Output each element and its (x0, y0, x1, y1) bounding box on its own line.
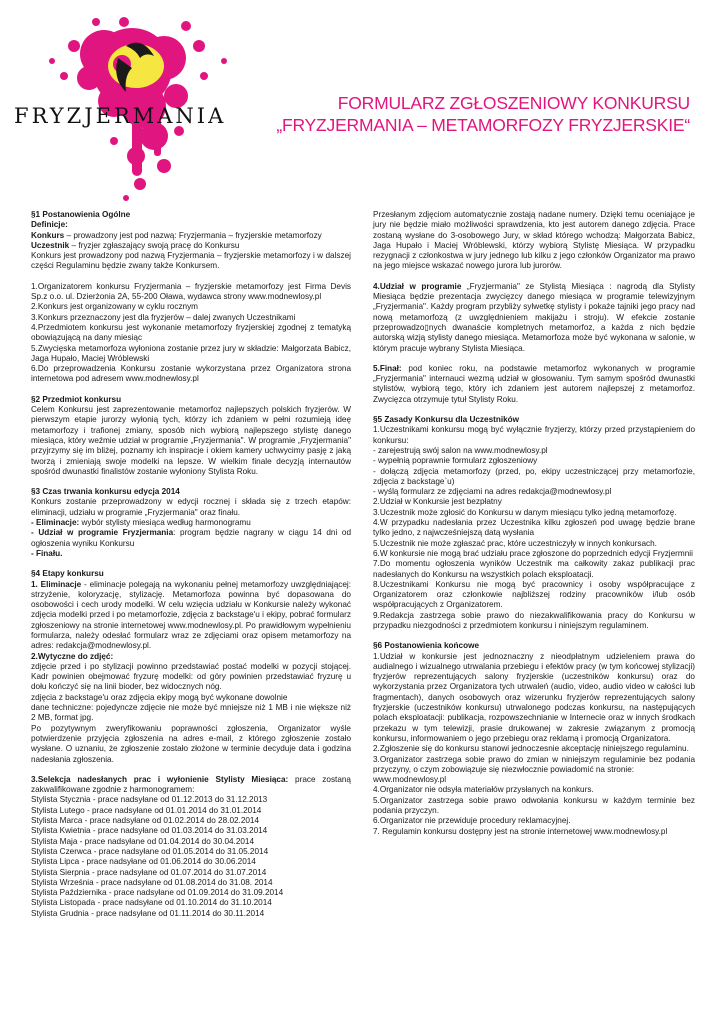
section-1-item: 4.Przedmiotem konkursu jest wykonanie metamorfozy fryzjerskiej zgodnej z tematyką obowiązującą na dany miesiąc (31, 322, 351, 343)
schedule-list (31, 795, 351, 919)
section-5-item: - wyślą formularz ze zdjęciami na adres redakcja@modnewlosy.pl (373, 487, 612, 497)
section-2-text: Celem Konkursu jest zaprezentowanie metamorfoz najlepszych polskich fryzjerów. W pierwszym etapie jurorzy wyłonią tych, którzy ich zdaniem w pełni rozumieją ideę metamorfozy i trafionej zmiany, sposób nich wybiorą najlepszego stylistę danego miesiąca, który weźmie udział w programie „Fryzjermania". W programie „Fryzjermania" przyjrzymy się im bliżej, poznamy ich inspiracje i okiem kamery uchwycimy pasję z jaką tworzą i zmieniają swoje modelki na lepsze. W wielkim finale decyzją internautów spośród dwunastki finalistów zostanie wyłoniony Stylista Roku. (31, 405, 351, 476)
section-1-text: Konkurs jest prowadzony pod nazwą Fryzjermania – fryzjerskie metamorfozy i w dalszej części Regulaminu będzie zwany także Konkursem. (31, 251, 351, 271)
section-6-item: 1.Udział w konkursie jest jednoznaczny z nieodpłatnym udzieleniem prawa do audialnego i wizualnego utrwalania przebiegu i efektów pracy (w tym końcowej stylizacji) fryzjerów reprezentujących salony fryzjerskie (uczestników konkursu) oraz do wykorzystania przez Organizatora tych utrwaleń (audio, video, audio video w całości lub fragmentach), danych osobowych oraz wizerunku fryzjerów reprezentujących salony fryzjerskie (uczestników konkursu) utrwalonego podczas konkursu, na następujących polach eksploatacji: publikacja, rozpowszechnianie w Internecie oraz w innych środkach przekazu w tym telewizji, prasie drukowanej w zakresie związanym z promocją konkursu, informowaniem o jego przebiegu oraz reklamą i promocją Organizatora. (373, 651, 695, 743)
schedule-item: Stylista Lipca - prace nadsyłane od 01.06.2014 do 30.06.2014 (31, 857, 256, 867)
schedule-item: Stylista Grudnia - prace nadsyłane od 01.11.2014 do 30.11.2014 (31, 908, 265, 918)
section-5-item: 8.Uczestnikami Konkursu nie mogą być pracownicy i osoby współpracujące z Organizatorem oraz członkowie najbliższej rodziny pracowników i/lub osób współpracujących z Organizatorem. (373, 579, 695, 610)
section-4-subheading: 2.Wytyczne do zdjęć: (31, 651, 114, 661)
jury-text: Przesłanym zdjęciom automatycznie zostają nadane numery. Dzięki temu oceniające je jury nie będzie miało możliwości sprawdzenia, kto jest autorem danego zdjęcia. Prace zostaną wysłane do 3-osobowego Jury, w skład którego wchodzą: Małgorzata Babicz, Jaga Hupało i Maciej Wróblewski, którzy wybiorą Stylistę Miesiąca. W przypadku rezygnacji z członkostwa w jury jednego lub kilku z jego członków Organizator ma prawo na jego miejsce wskazać nowego jurora lub jurorów. (373, 210, 695, 271)
definition-uczestnik: Uczestnik – fryzjer zgłaszający swoją pracę do Konkursu (31, 240, 240, 250)
schedule-item: Stylista Stycznia - prace nadsyłane od 01.12.2013 do 31.12.2013 (31, 795, 268, 805)
section-6-item: 7. Regulamin konkursu dostępny jest na stronie internetowej www.modnewlosy.pl (373, 826, 668, 836)
section-6-item: 5.Organizator zastrzega sobie prawo odwołania konkursu w każdym terminie bez podania przyczyn. (373, 795, 695, 816)
section-5-item: - wypełnią poprawnie formularz zgłoszeniowy (373, 456, 538, 466)
section-5-heading: §5 Zasady Konkursu dla Uczestników (373, 415, 520, 425)
section-3-item: - Udział w programie Fryzjermania: program będzie nagrany w ciągu 14 dni od ogłoszenia wyniku Konkursu (31, 528, 351, 548)
section-6-item: www.modnewlosy.pl (373, 775, 447, 785)
section-1-item: 6.Do przeprowadzenia Konkursu zostanie wykorzystana przez Organizatora strona internetowa pod adresem www.modnewlosy.pl (31, 364, 351, 384)
section-1-item: 1.Organizatorem konkursu Fryzjermania – fryzjerskie metamorfozy jest Firma Devis Sp.z o.o. ul. Dzierżonia 2A, 55-200 Oława, wydawca strony www.modnewlosy.pl (31, 281, 351, 302)
section-5-item: 2.Udział w Konkursie jest bezpłatny (373, 497, 502, 507)
section-1-item: 5.Zwycięska metamorfoza wyłoniona zostanie przez jury w składzie: Małgorzata Babicz, Jaga Hupało, Maciej Wróblewski (31, 343, 351, 363)
section-4-text: dane techniczne: pojedyncze zdjęcie nie może być mniejsze niż 1 MB i nie większe niż 2 MB, format jpg. (31, 703, 351, 723)
section-4-text: zdjęcia z backstage'u oraz zdjęcia ekipy mogą być wykonane dowolnie (31, 692, 288, 702)
section-5-item: - dołączą zdjęcia metamorfozy (przed, po, ekipy uczestniczącej przy metamorfozie, zdjęcia z backstage`u) (373, 466, 695, 486)
section-5-item: 6.W konkursie nie mogą brać udziału prace zgłoszone do poprzednich edycji Fryzjermnii (373, 548, 693, 558)
section-6-item: 4.Organizator nie odsyła materiałów przysłanych na konkurs. (373, 785, 594, 795)
fryzjermania-logo (14, 6, 244, 206)
schedule-item: Stylista Października - prace nadsyłane od 01.09.2014 do 31.09.2014 (31, 888, 284, 898)
section-3-item: - Eliminacje: wybór stylisty miesiąca według harmonogramu (31, 518, 251, 528)
section-6-item: 3.Organizator zastrzega sobie prawo do zmian w niniejszym regulaminie bez podania przyczyny, o czym zobowiązuje się niezwłocznie powiadomić na stronie: (373, 754, 695, 774)
section-5-item: 5.Uczestnik nie może zgłaszać prac, które uczestniczyły w innych konkursach. (373, 538, 657, 548)
section-3-item: - Finału. (31, 548, 63, 558)
section-3-text: Konkurs zostanie przeprowadzony w edycji rocznej i składa się z trzech etapów: eliminacji, udziału w programie „Fryzjermania" oraz finału. (31, 497, 351, 517)
right-column (373, 210, 695, 837)
schedule-item: Stylista Kwietnia - prace nadsyłane od 01.03.2014 do 31.03.2014 (31, 826, 268, 836)
section-6-heading: §6 Postanowienia końcowe (373, 641, 480, 651)
schedule-item: Stylista Września - prace nadsyłane od 01.08.2014 do 31.08. 2014 (31, 877, 273, 887)
schedule-item: Stylista Listopada - prace nadsyłane od 01.10.2014 do 31.10.2014 (31, 898, 272, 908)
schedule-item: Stylista Lutego - prace nadsyłane od 01.01.2014 do 31.01.2014 (31, 805, 262, 815)
section-5-item: 7.Do momentu ogłoszenia wyników Uczestnik ma całkowity zakaz publikacji prac nadesłanych do Konkursu na wszystkich polach eksploatacji. (373, 559, 695, 579)
definitions-label: Definicje: (31, 220, 68, 230)
definition-konkurs: Konkurs – prowadzony jest pod nazwą: Fryzjermania – fryzjerskie metamorfozy (31, 230, 322, 240)
schedule-item: Stylista Marca - prace nadsyłane od 01.02.2014 do 28.02.2014 (31, 816, 260, 826)
section-4-item: 5.Finał: pod koniec roku, na podstawie metamorfoz wykonanych w programie „Fryzjermania" internauci wezmą udział w głosowaniu. Tym samym spośród dwunastki stylistów, wybiorą tego, który ich zdaniem jest autorem najlepszej z metamorfoz. Zwycięzca otrzymuje tytuł Stylisty Roku. (373, 363, 695, 404)
section-4-text: Po pozytywnym zweryfikowaniu poprawności zgłoszenia, Organizator wyśle potwierdzenie przyjęcia zgłoszenia na adres e-mail, z którego zgłoszenie zostało wysłane. O uznaniu, że zgłoszenie zostało złożone w terminie decyduje data i godzina nadesłania zgłoszenia. (31, 723, 351, 764)
section-4-text: zdjęcie przed i po stylizacji powinno przedstawiać postać modelki w pozycji stojącej. Kadr powinien obejmować fryzurę modelki: od góry powinien przedstawiać fryzurę u dołu kończyć się na linii bioder, bez widocznych nóg. (31, 661, 351, 692)
section-5-item: 3.Uczestnik może zgłosić do Konkursu w danym miesiącu tylko jedną metamorfozę. (373, 507, 677, 517)
left-column (31, 210, 351, 919)
section-5-item: 4.W przypadku nadesłania przez Uczestnika kilku zgłoszeń pod uwagę będzie brane tylko jedno, z najwcześniejszą datą wysłania (373, 518, 695, 538)
section-1-heading: §1 Postanowienia Ogólne (31, 210, 131, 219)
schedule-item: Stylista Maja - prace nadsyłane od 01.04.2014 do 30.04.2014 (31, 836, 255, 846)
section-4-heading: §4 Etapy konkursu (31, 569, 104, 579)
section-4-item: 1. Eliminacje - eliminacje polegają na wykonaniu pełnej metamorfozy uwzględniającej: strzyżenie, koloryzację, stylizację. Metamorfoza powinna być dopasowana do osobowości i cech urody modelki. W celu wzięcia udziału w Konkursie należy wykonać zdjęcia modelki przed i po metamorfozie, zdjęcia z backstage'u i ekipy, pobrać formularz zgłoszeniowy na stronie internetowej www.modnewlosy.pl. Po prawidłowym wypełnieniu formularza, należy odesłać formularz wraz ze zdjęciami oraz opisem metamorfozy na adres: redakcja@modnewlosy.pl. (31, 579, 351, 651)
page-title (260, 92, 690, 136)
logo-text: FRYZJERMANIA (14, 104, 227, 128)
section-5-item: 9.Redakcja zastrzega sobie prawo do niezakwalifikowania pracy do Konkursu w przypadku niezgodności z przedmiotem konkursu i niniejszym regulaminem. (373, 610, 695, 630)
section-5-item: 1.Uczestnikami konkursu mogą być wyłącznie fryzjerzy, którzy przed przystąpieniem do konkursu: (373, 425, 695, 445)
section-4-item: 3.Selekcja nadesłanych prac i wyłonienie Stylisty Miesiąca: prace zostaną zakwalifikowane zgodnie z harmonogramem: (31, 774, 351, 795)
section-3-heading: §3 Czas trwania konkursu edycja 2014 (31, 487, 180, 497)
section-6-item: 2.Zgłoszenie się do konkursu stanowi jednoczesnie akceptację niniejszego regulaminu. (373, 744, 689, 754)
title-line-2: „FRYZJERMANIA – METAMORFOZY FRYZJERSKIE“ (276, 115, 690, 135)
section-5-item: - zarejestrują swój salon na www.modnewlosy.pl (373, 445, 548, 455)
title-line-1: FORMULARZ ZGŁOSZENIOWY KONKURSU (337, 93, 690, 113)
schedule-item: Stylista Czerwca - prace nadsyłane od 01.05.2014 do 31.05.2014 (31, 846, 269, 856)
section-1-item: 2.Konkurs jest organizowany w cyklu rocznym (31, 302, 199, 312)
section-2-heading: §2 Przedmiot konkursu (31, 394, 122, 404)
schedule-item: Stylista Sierpnia - prace nadsyłane od 01.07.2014 do 31.07.2014 (31, 867, 267, 877)
section-4-item: 4.Udział w programie „Fryzjermania" ze Stylistą Miesiąca : nagrodą dla Stylisty Miesiąca będzie prezentacja zwycięzcy danego miesiąca w programie telewizyjnym „Fryzjermania". Każdy program przybliży sylwetkę stylisty i pokaże tajniki jego pracy nad nową metamorfozą (z uwzględnieniem makijażu i stroju). W efekcie zostanie przeprowadzo▯nych dwanaście kompletnych metamorfoz, a każda z nich będzie autorską wizją stylisty danego miesiąca. Metamorfoza może być wykonana w salonie, w którym pracuje wybrany Stylista Miesiąca. (373, 281, 695, 353)
section-6-item: 6.Organizator nie przewiduje procedury reklamacyjnej. (373, 816, 571, 826)
section-1-item: 3.Konkurs przeznaczony jest dla fryzjerów – dalej zwanych Uczestnikami (31, 312, 296, 322)
